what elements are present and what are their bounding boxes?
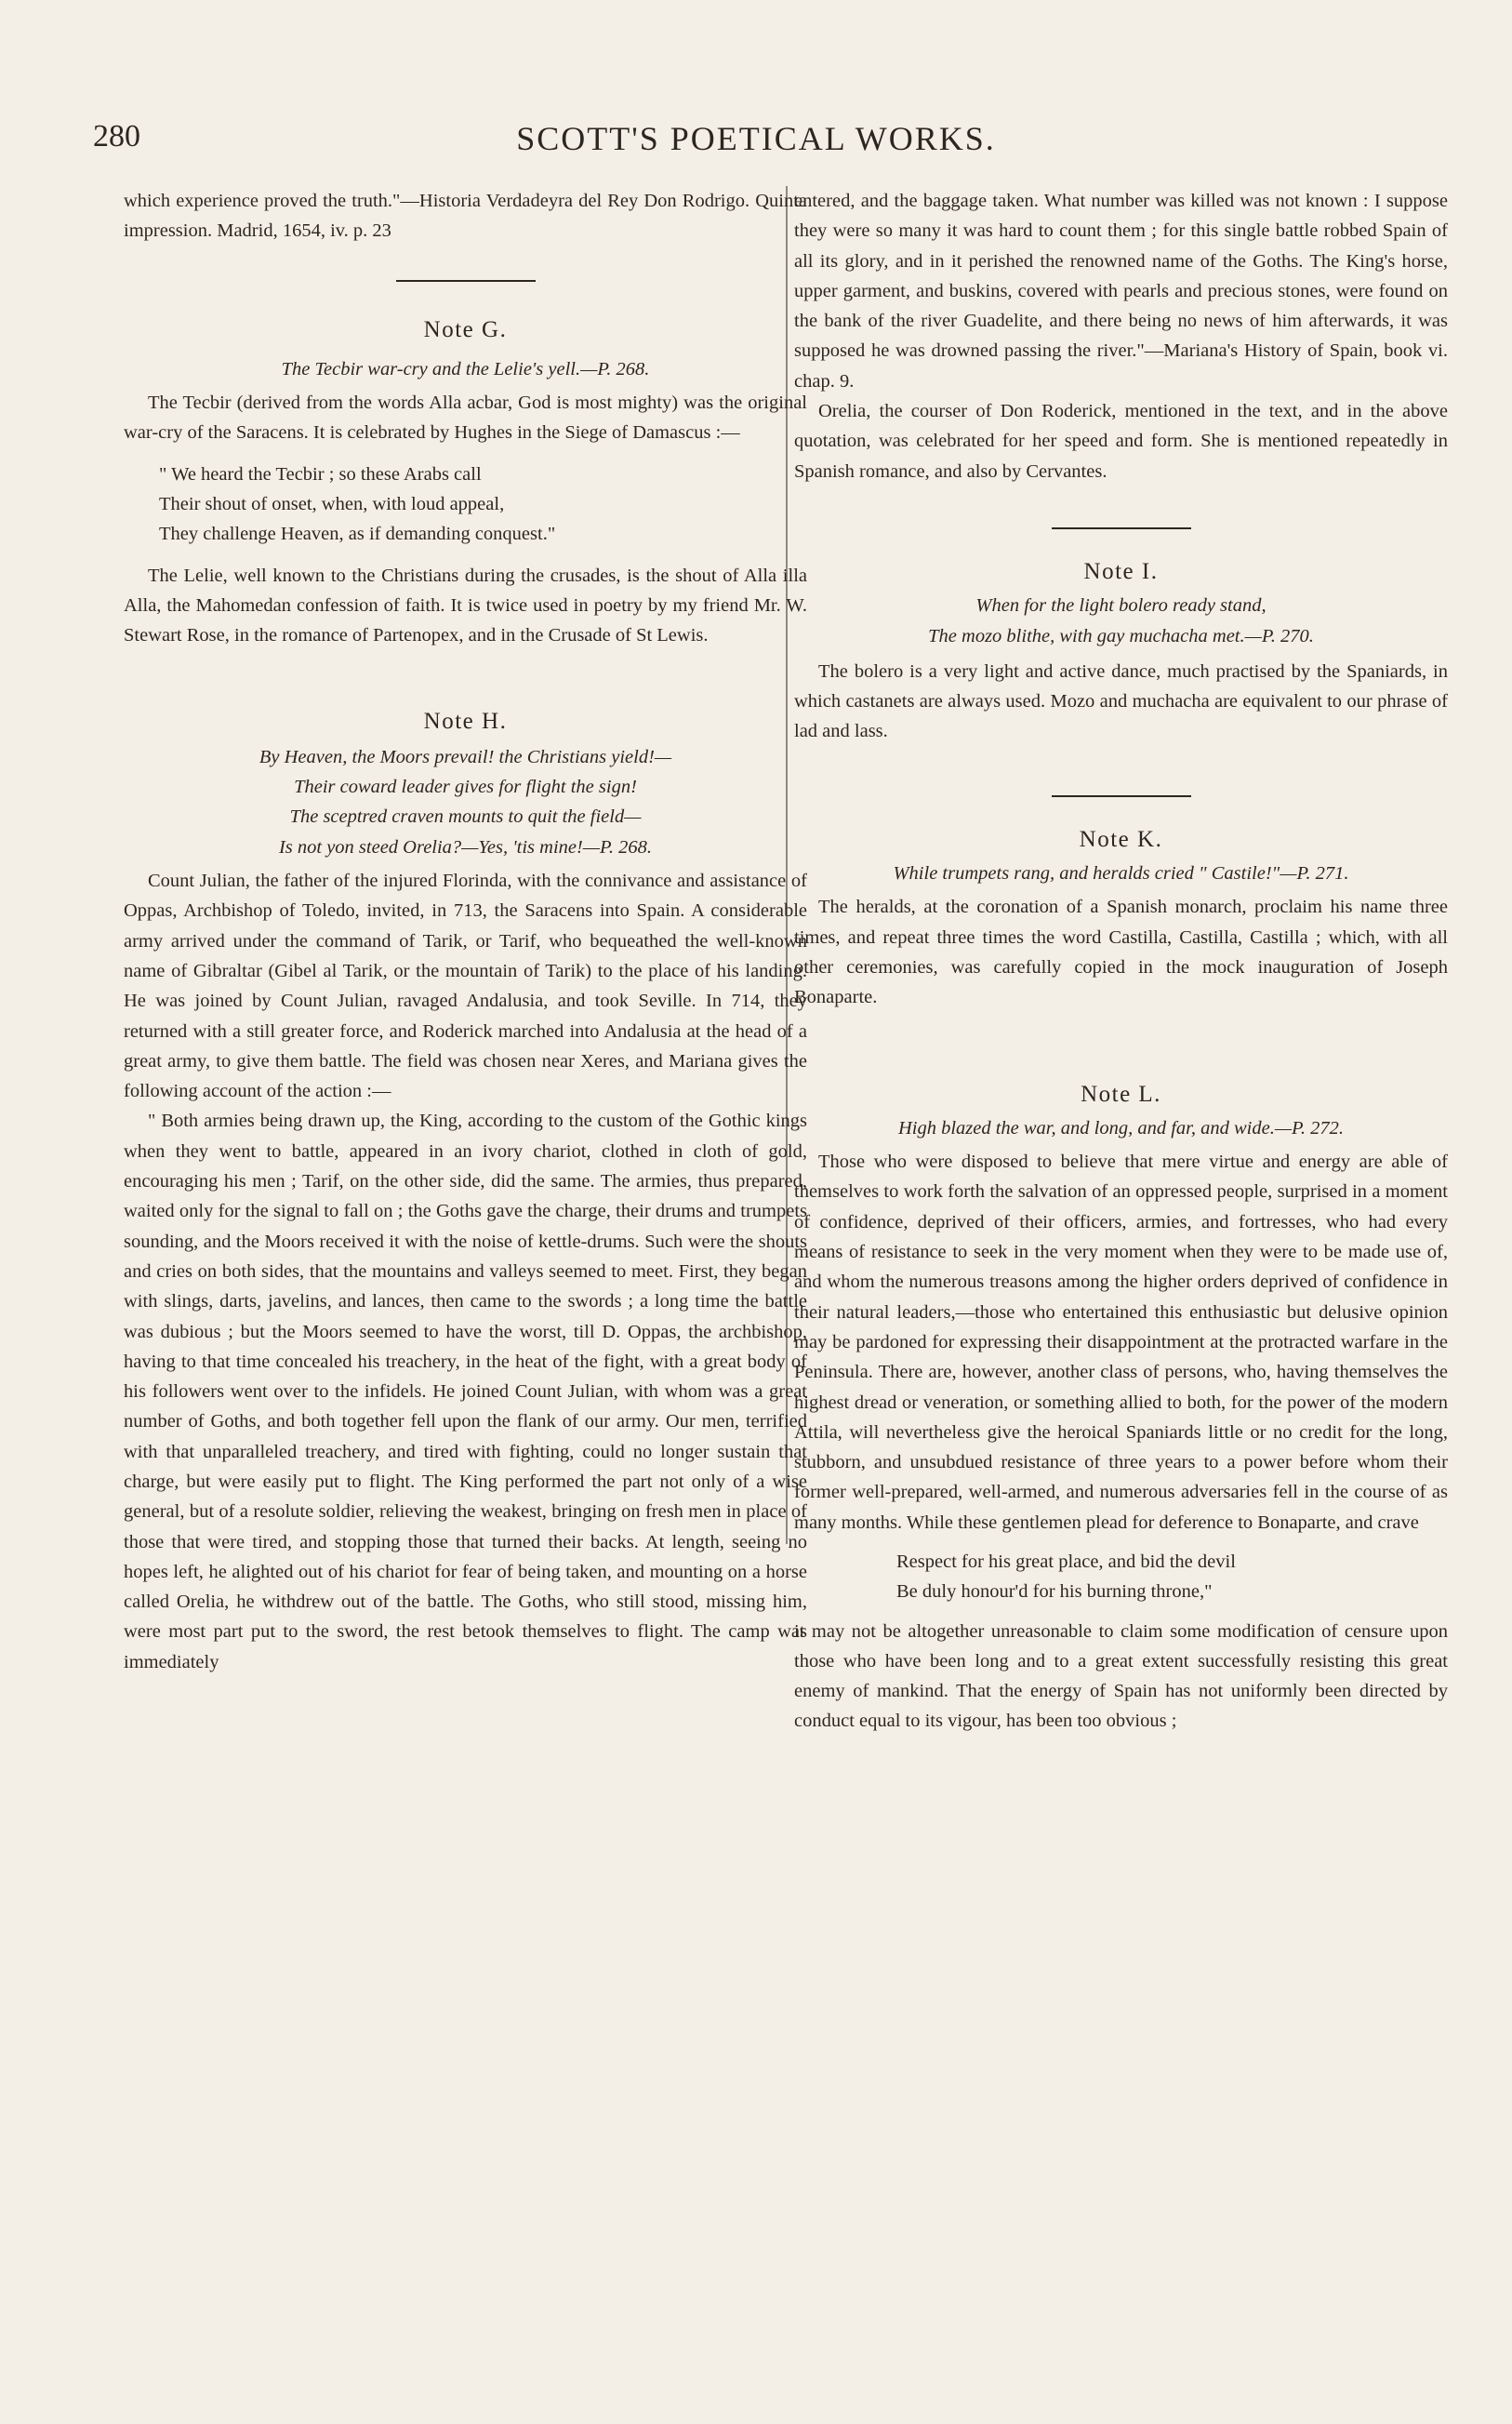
verse-line: Be duly honour'd for his burning throne," xyxy=(896,1581,1213,1603)
cite-line: The sceptred craven mounts to quit the field— xyxy=(289,806,642,828)
note-g-verse xyxy=(159,459,807,550)
cite-line: The mozo blithe, with gay muchacha met.—P. 270. xyxy=(928,625,1314,646)
verse-line: Their shout of onset, when, with loud appeal, xyxy=(159,494,505,515)
left-column xyxy=(124,186,807,1677)
note-l-heading: Note L. xyxy=(1081,1081,1161,1107)
continued-paragraph: entered, and the baggage taken. What number was killed was not known : I suppose they were so many it was hard to count them ; for this single battle robbed Spain of all its glory, and in it perished the renowned name of the Goths. The King's horse, upper garment, and buskins, covered with pearls and precious stones, were found on the bank of the river Guadelite, and there being no news of him afterwards, it was supposed he was drowned passing the river."—Mariana's History of Spain, book vi. chap. 9. xyxy=(794,191,1448,392)
note-h-heading: Note H. xyxy=(423,708,508,734)
note-g-heading: Note G. xyxy=(423,316,508,342)
note-l-paragraph-2: it may not be altogether unreasonable to claim some modification of censure upon those who have been long and to a great extent successfully resisting this great enemy of mankind. That the energy of Spain has not uniformly been directed by conduct equal to its vigour, has been too obvious ; xyxy=(794,1620,1448,1732)
right-column xyxy=(794,186,1448,1737)
cite-line: When for the light bolero ready stand, xyxy=(975,595,1267,617)
note-h-quotation: " Both armies being drawn up, the King, according to the custom of the Gothic kings when they went to battle, appeared in an ivory chariot, clothed in cloth of gold, encouraging his men ; Tarif, on the other side, did the same. The armies, thus prepared, waited only for the signal to fall on ; the Goths gave the charge, their drums and trumpets sounding, and the Moors received it with the noise of kettle-drums. Such were the shouts and cries on both sides, that the mountains and valleys seemed to meet. First, they began with slings, darts, javelins, and lances, then came to the swords ; a long time the battle was dubious ; but the Moors seemed to have the worst, till D. Oppas, the archbishop, having to that time concealed his treachery, in the heat of the fight, with a great body of his followers went over to the infidels. He joined Count Julian, with whom was a great number of Goths, and both together fell upon the flank of our army. Our men, terrified with that unparalleled treachery, and tired with fighting, could no longer sustain that charge, but were easily put to flight. The King performed the part not only of a wise general, but of a resolute soldier, relieving the weakest, bringing on fresh men in place of those that were tired, and stopping those that turned their backs. At length, seeing no hopes left, he alighted out of his chariot for fear of being taken, and mounting on a horse called Orelia, he withdrew out of the battle. The Goths, who still stood, missing him, were most part put to the sword, the rest betook themselves to flight. The camp was immediately xyxy=(124,1111,807,1672)
note-k-paragraph: The heralds, at the coronation of a Spanish monarch, proclaim his name three times, and repeat three times the word Castilla, Castilla, Castilla ; which, with all other ceremonies, was carefully copied in the mock inauguration of Joseph Bonaparte. xyxy=(794,897,1448,1008)
note-i-heading: Note I. xyxy=(1083,558,1159,584)
verse-line: They challenge Heaven, as if demanding conquest." xyxy=(159,524,556,545)
note-l-cite: High blazed the war, and long, and far, and wide.—P. 272. xyxy=(897,1117,1345,1139)
note-i-cite xyxy=(794,591,1448,651)
note-h-cite xyxy=(124,742,807,862)
note-g-cite: The Tecbir war-cry and the Lelie's yell.—P. 268. xyxy=(281,358,650,380)
note-g-paragraph-2: The Lelie, well known to the Christians during the crusades, is the shout of Alla illa Alla, the Mahomedan confession of faith. It is twice used in poetry by my friend Mr. W. Stewart Rose, in the romance of Partenopex, and in the Crusade of St Lewis. xyxy=(124,565,807,646)
cite-line: Is not yon steed Orelia?—Yes, 'tis mine!—P. 268. xyxy=(278,836,653,858)
page-header xyxy=(0,119,1512,166)
running-title: SCOTT'S POETICAL WORKS. xyxy=(516,120,996,157)
note-h-paragraph: Count Julian, the father of the injured Florinda, with the connivance and assistance of Oppas, Archbishop of Toledo, invited, in 713, the Saracens into Spain. A considerable army arrived under the command of Tarik, or Tarif, who bequeathed the well-known name of Gibraltar (Gibel al Tarik, or the mountain of Tarik) to the place of his landing. He was joined by Count Julian, ravaged Andalusia, and took Seville. In 714, they returned with a still greater force, and Roderick marched into Andalusia at the head of a great army, to give them battle. The field was chosen near Xeres, and Mariana gives the following account of the action :— xyxy=(124,871,807,1102)
note-l-paragraph: Those who were disposed to believe that mere virtue and energy are able of themselves to work forth the salvation of an oppressed people, surprised in a moment of confidence, deprived of their officers, armies, and fortresses, who had every means of resistance to seek in the very moment when they were to be made use of, and whom the numerous treasons among the higher orders deprived of confidence in their natural leaders,—those who entertained this enthusiastic but delusive opinion may be pardoned for expressing their disappointment at the protracted warfare in the Peninsula. There are, however, another class of persons, who, having themselves the highest dread or veneration, or something allied to both, for the power of the modern Attila, will nevertheless give the heroical Spaniards little or no credit for the long, stubborn, and unsubdued resistance of three years to a power before whom their former well-prepared, well-armed, and numerous adversaries fell in the course of as many months. While these gentlemen plead for deference to Bonaparte, and crave xyxy=(794,1152,1448,1533)
cite-line: By Heaven, the Moors prevail! the Christians yield!— xyxy=(259,746,672,767)
note-k-cite: While trumpets rang, and heralds cried " Castile!"—P. 271. xyxy=(893,863,1349,885)
page-number: 280 xyxy=(93,119,140,153)
intro-paragraph: which experience proved the truth."—Historia Verdadeyra del Rey Don Rodrigo. Quinta impression. Madrid, 1654, iv. p. 23 xyxy=(124,191,807,242)
verse-line: " We heard the Tecbir ; so these Arabs call xyxy=(159,463,482,485)
note-g-paragraph: The Tecbir (derived from the words Alla acbar, God is most mighty) was the original war-cry of the Saracens. It is celebrated by Hughes in the Siege of Damascus :— xyxy=(124,393,807,444)
verse-line: Respect for his great place, and bid the devil xyxy=(896,1551,1236,1572)
cite-line: Their coward leader gives for flight the sign! xyxy=(294,777,637,798)
note-k-heading: Note K. xyxy=(1079,826,1163,852)
note-l-verse xyxy=(896,1547,1448,1607)
note-i-paragraph: The bolero is a very light and active dance, much practised by the Spaniards, in which castanets are always used. Mozo and muchacha are equivalent to our phrase of lad and lass. xyxy=(794,660,1448,742)
orelia-paragraph: Orelia, the courser of Don Roderick, mentioned in the text, and in the above quotation, was celebrated for her speed and form. She is mentioned repeatedly in Spanish romance, and also by Cervantes. xyxy=(794,401,1448,482)
